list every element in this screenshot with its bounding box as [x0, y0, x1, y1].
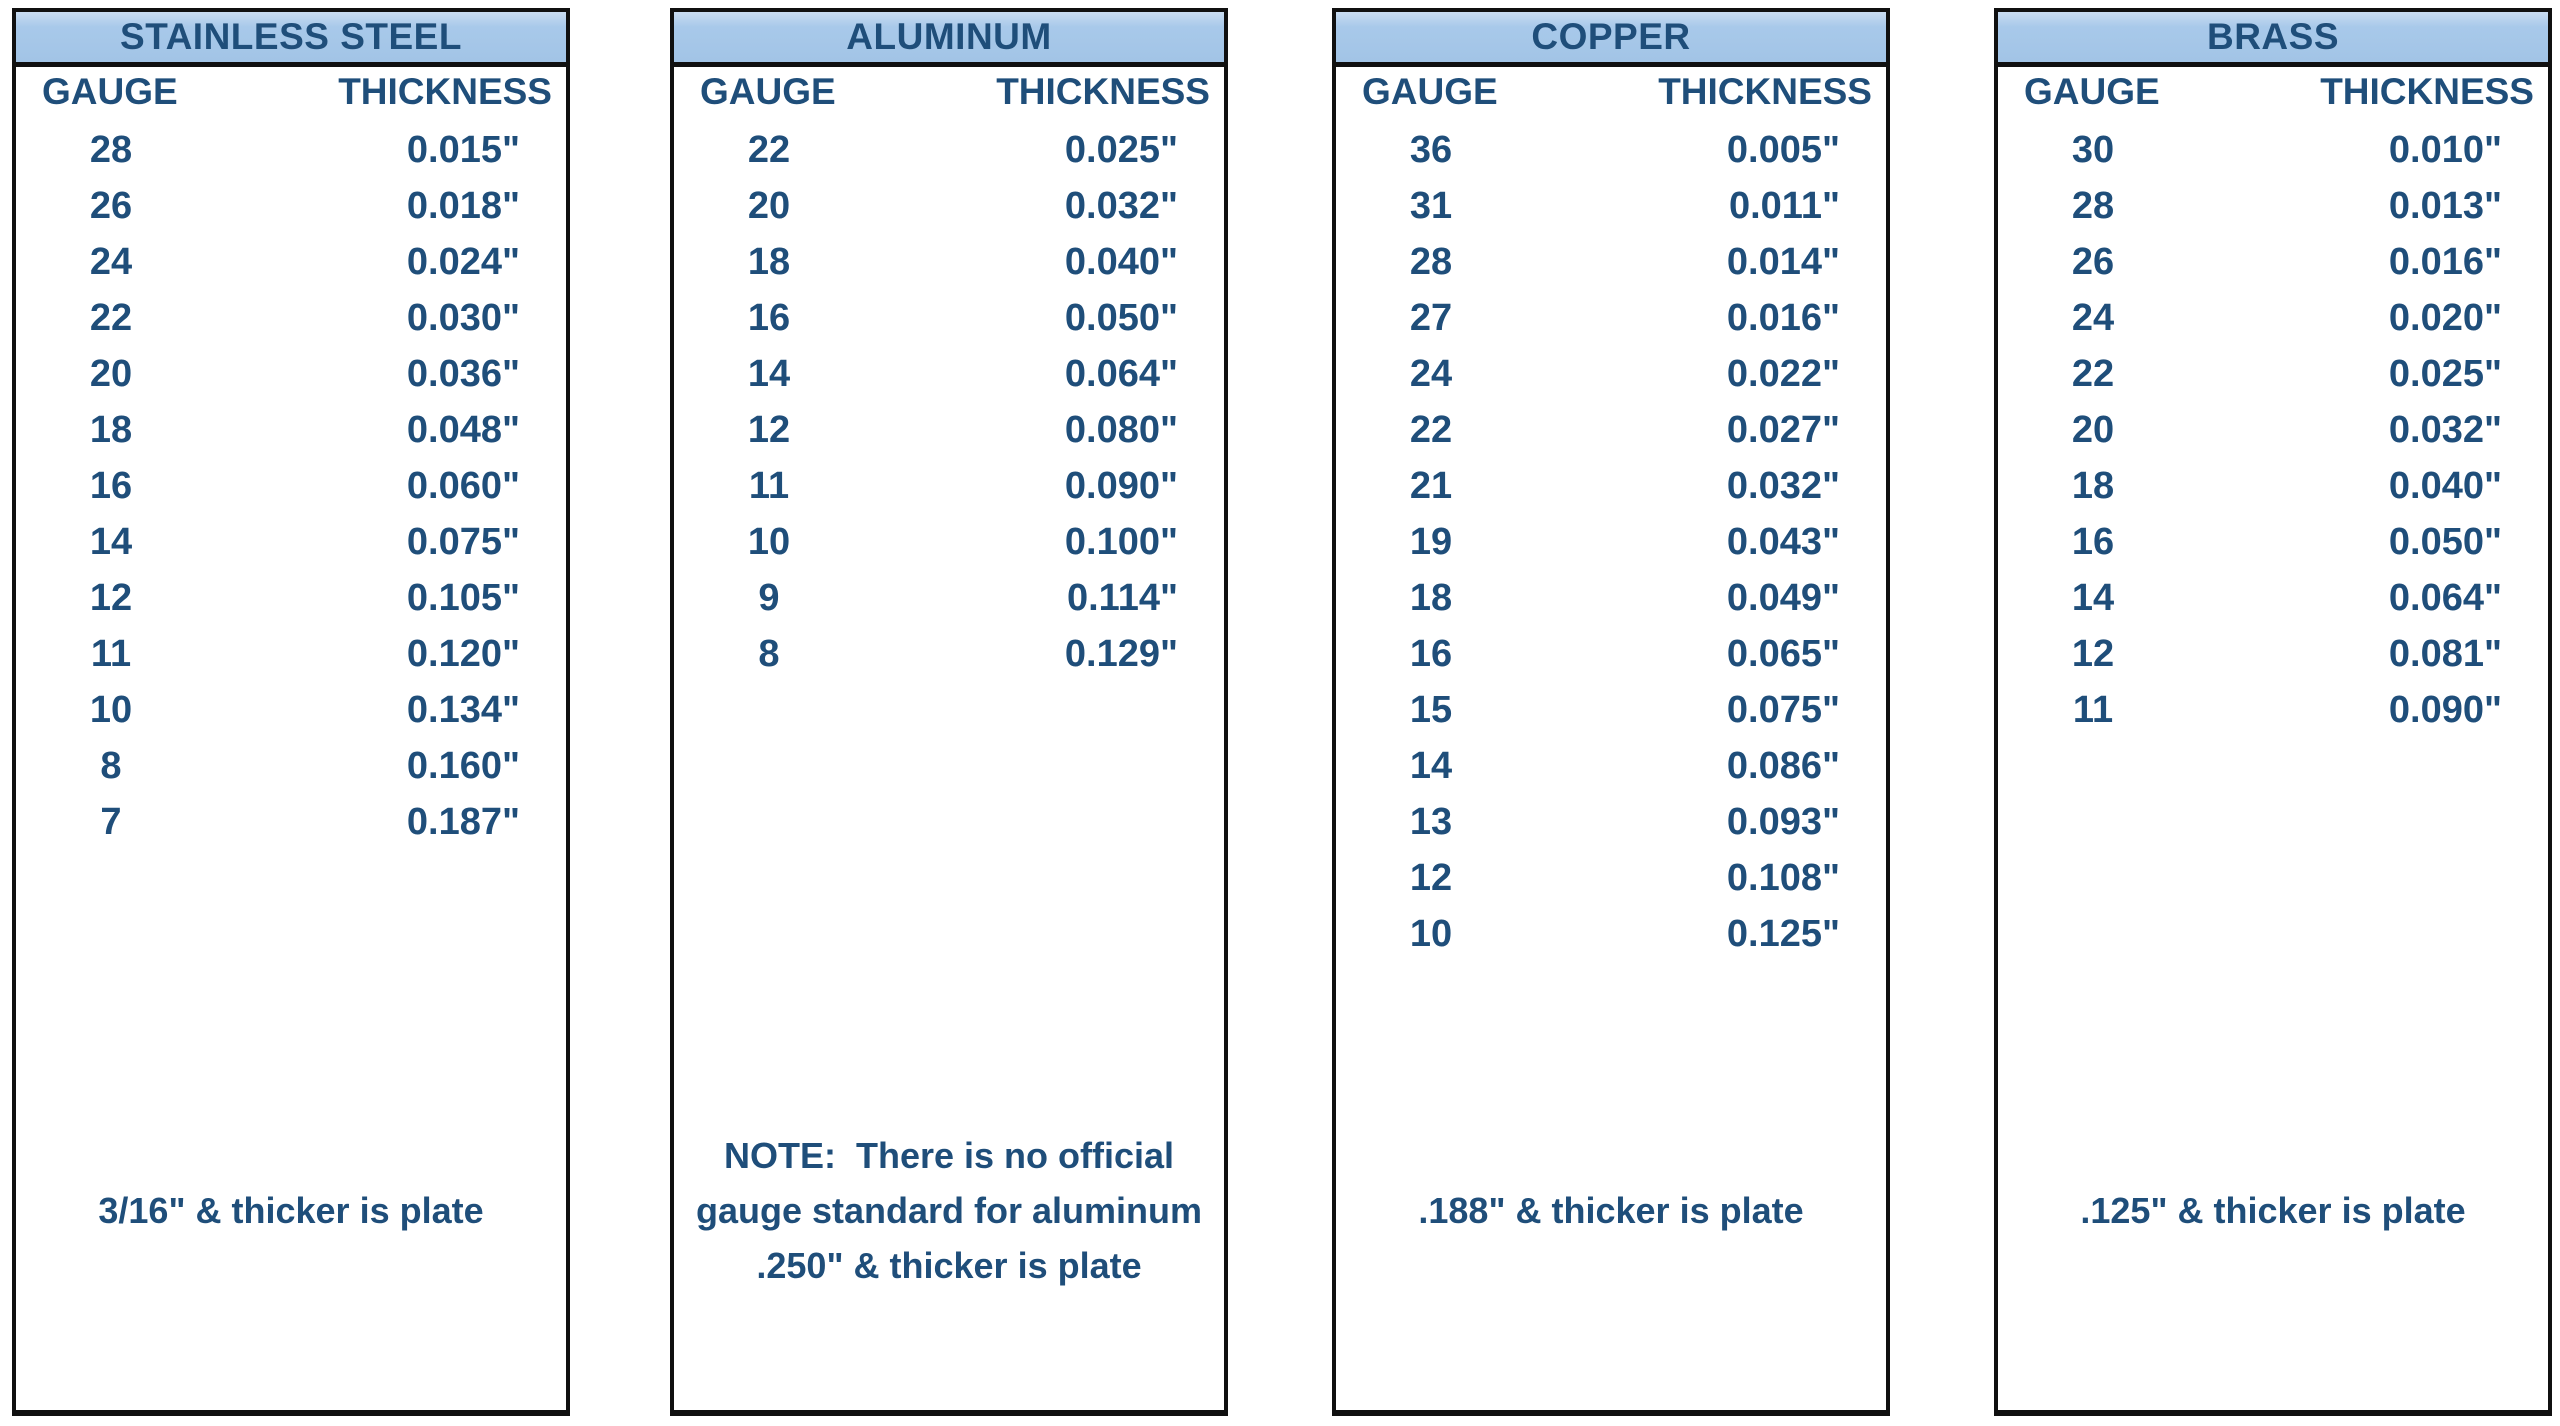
- column-headers: [674, 71, 1224, 113]
- gauge-value: 12: [2071, 632, 2115, 675]
- thickness-value: 0.020": [2388, 296, 2502, 339]
- note-line: 3/16" & thicker is plate: [98, 1189, 484, 1231]
- table-row: [16, 738, 566, 794]
- gauge-value: 22: [747, 128, 791, 171]
- gauge-value: 16: [2071, 520, 2115, 563]
- gauge-value: 28: [2071, 184, 2115, 227]
- panel-copper: [1332, 8, 1890, 1416]
- gauge-value: 22: [1409, 408, 1453, 451]
- panel-title: STAINLESS STEEL: [120, 16, 462, 57]
- thickness-value: 0.129": [1064, 632, 1178, 675]
- thickness-value: 0.048": [406, 408, 520, 451]
- table-row: [16, 626, 566, 682]
- table-row: [16, 458, 566, 514]
- table-row: [1998, 682, 2548, 738]
- table-row: [1336, 850, 1886, 906]
- panel-note: [1336, 1118, 1886, 1302]
- thickness-value: 0.108": [1726, 856, 1840, 899]
- gauge-value: 20: [747, 184, 791, 227]
- table-row: [1336, 570, 1886, 626]
- gauge-value: 16: [1409, 632, 1453, 675]
- table-row: [16, 514, 566, 570]
- table-row: [1336, 794, 1886, 850]
- column-headers: [1998, 71, 2548, 113]
- gauge-value: 26: [2071, 240, 2115, 283]
- gauge-value: 10: [1409, 912, 1453, 955]
- thickness-value: 0.105": [406, 576, 520, 619]
- thickness-value: 0.014": [1726, 240, 1840, 283]
- thickness-value: 0.125": [1726, 912, 1840, 955]
- thickness-value: 0.160": [406, 744, 520, 787]
- table-row: [1998, 346, 2548, 402]
- table-row: [674, 346, 1224, 402]
- table-row: [674, 234, 1224, 290]
- table-row: [1998, 402, 2548, 458]
- note-line: NOTE: There is no official: [723, 1134, 1175, 1176]
- thickness-value: 0.081": [2388, 632, 2502, 675]
- table-row: [16, 794, 566, 850]
- thickness-value: 0.075": [406, 520, 520, 563]
- gauge-value: 26: [89, 184, 133, 227]
- thickness-value: 0.032": [2388, 408, 2502, 451]
- column-header-gauge: GAUGE: [1362, 71, 1498, 112]
- thickness-value: 0.064": [1064, 352, 1178, 395]
- thickness-value: 0.120": [406, 632, 520, 675]
- column-header-thickness: THICKNESS: [338, 71, 552, 112]
- panel-stainless-steel: [12, 8, 570, 1416]
- panel-title: COPPER: [1531, 16, 1691, 57]
- column-headers: [16, 71, 566, 113]
- table-row: [1336, 178, 1886, 234]
- gauge-value: 9: [758, 576, 780, 619]
- table-row: [674, 122, 1224, 178]
- gauge-value: 18: [1409, 576, 1453, 619]
- table-row: [1336, 234, 1886, 290]
- column-header-thickness: THICKNESS: [1658, 71, 1872, 112]
- table-row: [16, 402, 566, 458]
- thickness-value: 0.022": [1726, 352, 1840, 395]
- gauge-value: 14: [747, 352, 791, 395]
- table-row: [674, 514, 1224, 570]
- thickness-value: 0.043": [1726, 520, 1840, 563]
- table-row: [674, 290, 1224, 346]
- column-header-gauge: GAUGE: [2024, 71, 2160, 112]
- thickness-value: 0.080": [1064, 408, 1178, 451]
- table-row: [1336, 346, 1886, 402]
- thickness-value: 0.050": [1064, 296, 1178, 339]
- table-row: [16, 682, 566, 738]
- thickness-value: 0.064": [2388, 576, 2502, 619]
- table-row: [16, 570, 566, 626]
- panel-header: [16, 12, 566, 67]
- table-row: [674, 178, 1224, 234]
- table-row: [1336, 402, 1886, 458]
- gauge-table: [1336, 122, 1886, 962]
- gauge-value: 22: [2071, 352, 2115, 395]
- thickness-value: 0.090": [1064, 464, 1178, 507]
- table-row: [1998, 458, 2548, 514]
- thickness-value: 0.032": [1726, 464, 1840, 507]
- note-line: .188" & thicker is plate: [1418, 1189, 1804, 1231]
- thickness-value: 0.187": [406, 800, 520, 843]
- table-row: [1336, 458, 1886, 514]
- column-header-thickness: THICKNESS: [2320, 71, 2534, 112]
- column-headers: [1336, 71, 1886, 113]
- gauge-value: 18: [2071, 464, 2115, 507]
- thickness-value: 0.015": [406, 128, 520, 171]
- thickness-value: 0.024": [406, 240, 520, 283]
- thickness-value: 0.040": [2388, 464, 2502, 507]
- gauge-value: 14: [2071, 576, 2115, 619]
- table-row: [1998, 290, 2548, 346]
- panel-title: ALUMINUM: [846, 16, 1052, 57]
- thickness-value: 0.090": [2388, 688, 2502, 731]
- gauge-value: 7: [100, 800, 122, 843]
- table-row: [1336, 738, 1886, 794]
- thickness-value: 0.013": [2388, 184, 2502, 227]
- note-line: .125" & thicker is plate: [2080, 1189, 2466, 1231]
- gauge-value: 16: [89, 464, 133, 507]
- table-row: [674, 458, 1224, 514]
- panel-title: BRASS: [2206, 16, 2340, 57]
- thickness-value: 0.036": [406, 352, 520, 395]
- gauge-value: 22: [89, 296, 133, 339]
- thickness-value: 0.025": [1064, 128, 1178, 171]
- thickness-value: 0.032": [1064, 184, 1178, 227]
- gauge-value: 20: [2071, 408, 2115, 451]
- gauge-value: 10: [747, 520, 791, 563]
- gauge-value: 14: [1409, 744, 1453, 787]
- table-row: [16, 234, 566, 290]
- table-row: [16, 290, 566, 346]
- gauge-value: 8: [100, 744, 122, 787]
- table-row: [1998, 570, 2548, 626]
- panel-note: [16, 1118, 566, 1302]
- gauge-value: 28: [89, 128, 133, 171]
- gauge-table: [1998, 122, 2548, 738]
- thickness-value: 0.065": [1726, 632, 1840, 675]
- thickness-value: 0.050": [2388, 520, 2502, 563]
- thickness-value: 0.016": [1726, 296, 1840, 339]
- table-row: [674, 626, 1224, 682]
- gauge-value: 28: [1409, 240, 1453, 283]
- gauge-value: 11: [90, 632, 132, 675]
- panel-note: [674, 1118, 1224, 1302]
- gauge-value: 11: [2072, 688, 2114, 731]
- panel-note: [1998, 1118, 2548, 1302]
- panel-header: [1336, 12, 1886, 67]
- note-line: .250" & thicker is plate: [756, 1244, 1142, 1286]
- gauge-value: 30: [2071, 128, 2115, 171]
- thickness-value: 0.040": [1064, 240, 1178, 283]
- thickness-value: 0.114": [1066, 576, 1178, 619]
- panel-brass: [1994, 8, 2552, 1416]
- gauge-value: 36: [1409, 128, 1453, 171]
- thickness-value: 0.011": [1728, 184, 1840, 227]
- thickness-value: 0.030": [406, 296, 520, 339]
- gauge-value: 20: [89, 352, 133, 395]
- table-row: [1336, 514, 1886, 570]
- table-row: [1336, 122, 1886, 178]
- column-header-thickness: THICKNESS: [996, 71, 1210, 112]
- gauge-value: 13: [1409, 800, 1453, 843]
- table-row: [1336, 906, 1886, 962]
- panel-header: [1998, 12, 2548, 67]
- gauge-value: 19: [1409, 520, 1453, 563]
- panel-aluminum: [670, 8, 1228, 1416]
- table-row: [1998, 626, 2548, 682]
- thickness-value: 0.049": [1726, 576, 1840, 619]
- column-header-gauge: GAUGE: [42, 71, 178, 112]
- table-row: [1998, 514, 2548, 570]
- table-row: [1998, 122, 2548, 178]
- gauge-value: 24: [1409, 352, 1453, 395]
- thickness-value: 0.100": [1064, 520, 1178, 563]
- table-row: [1336, 290, 1886, 346]
- thickness-value: 0.075": [1726, 688, 1840, 731]
- thickness-value: 0.027": [1726, 408, 1840, 451]
- gauge-value: 24: [89, 240, 133, 283]
- gauge-value: 18: [89, 408, 133, 451]
- table-row: [1998, 234, 2548, 290]
- gauge-value: 15: [1409, 688, 1453, 731]
- thickness-value: 0.093": [1726, 800, 1840, 843]
- gauge-value: 18: [747, 240, 791, 283]
- gauge-value: 12: [1409, 856, 1453, 899]
- gauge-value: 16: [747, 296, 791, 339]
- table-row: [16, 122, 566, 178]
- thickness-value: 0.025": [2388, 352, 2502, 395]
- gauge-value: 24: [2071, 296, 2115, 339]
- gauge-value: 21: [1409, 464, 1453, 507]
- gauge-value: 14: [89, 520, 133, 563]
- table-row: [16, 178, 566, 234]
- gauge-table: [16, 122, 566, 850]
- table-row: [674, 570, 1224, 626]
- gauge-value: 10: [89, 688, 133, 731]
- thickness-value: 0.005": [1726, 128, 1840, 171]
- gauge-value: 27: [1409, 296, 1453, 339]
- thickness-value: 0.134": [406, 688, 520, 731]
- column-header-gauge: GAUGE: [700, 71, 836, 112]
- thickness-value: 0.010": [2388, 128, 2502, 171]
- table-row: [1336, 682, 1886, 738]
- thickness-value: 0.060": [406, 464, 520, 507]
- gauge-value: 12: [89, 576, 133, 619]
- table-row: [1336, 626, 1886, 682]
- thickness-value: 0.018": [406, 184, 520, 227]
- gauge-value: 31: [1409, 184, 1453, 227]
- note-line: gauge standard for aluminum: [695, 1189, 1203, 1231]
- table-row: [1998, 178, 2548, 234]
- thickness-value: 0.086": [1726, 744, 1840, 787]
- panel-header: [674, 12, 1224, 67]
- gauge-value: 8: [758, 632, 780, 675]
- gauge-value: 11: [748, 464, 790, 507]
- thickness-value: 0.016": [2388, 240, 2502, 283]
- table-row: [16, 346, 566, 402]
- gauge-table: [674, 122, 1224, 682]
- gauge-value: 12: [747, 408, 791, 451]
- table-row: [674, 402, 1224, 458]
